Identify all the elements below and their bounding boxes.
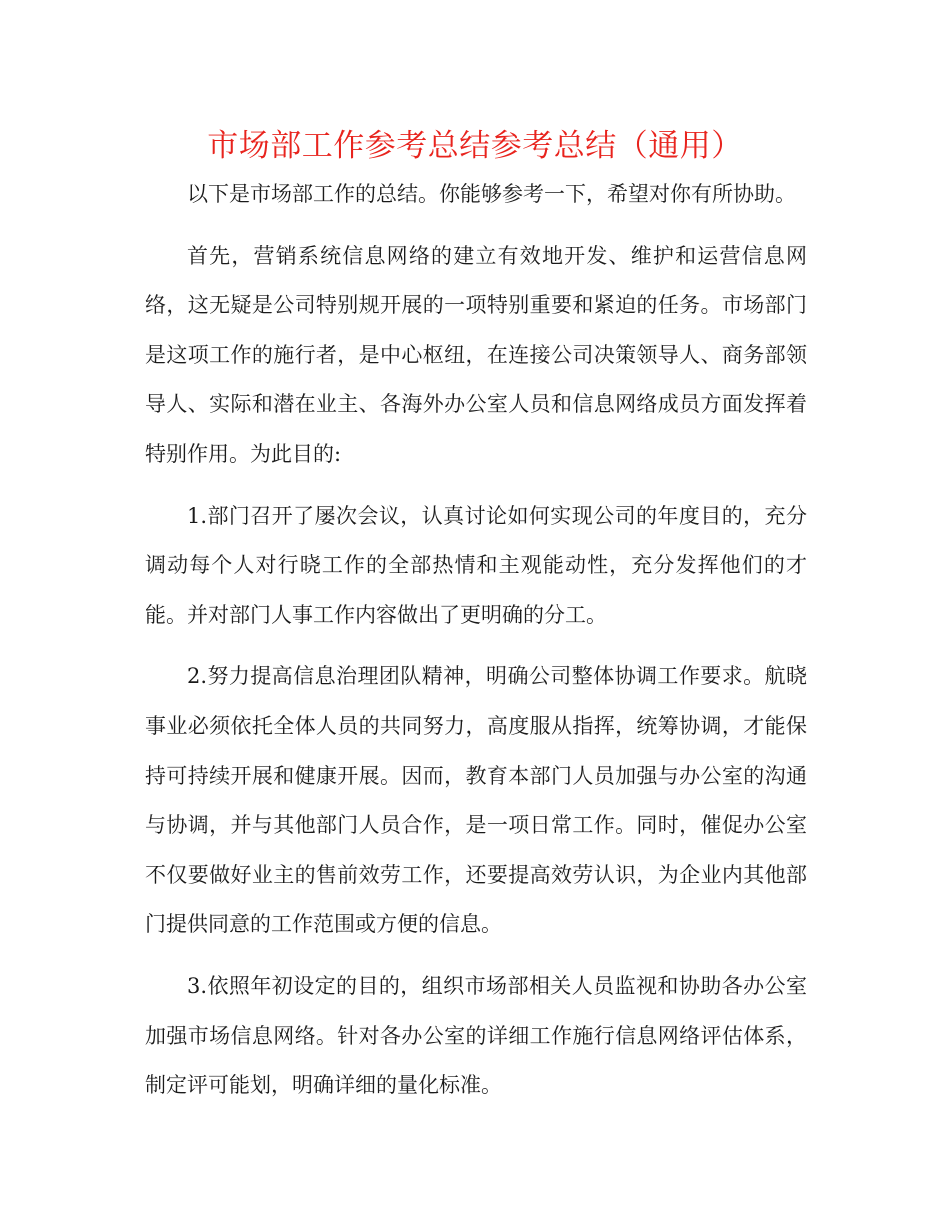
- paragraph-item-2: 2.努力提高信息治理团队精神，明确公司整体协调工作要求。航晓事业必须依托全体人员的共同努力，高度服从指挥，统筹协调，才能保持可持续开展和健康开展。因而，教育本部门人员加强与办公室的沟通与协调，并与其他部门人员合作，是一项日常工作。同时，催促办公室不仅要做好业主的售前效劳工作，还要提高效劳认识，为企业内其他部门提供同意的工作范围或方便的信息。: [145, 664, 807, 937]
- paragraph-intro: 以下是市场部工作的总结。你能够参考一下，希望对你有所协助。: [187, 182, 796, 206]
- document-body: [145, 170, 807, 1123]
- paragraph-first: 首先，营销系统信息网络的建立有效地开发、维护和运营信息网络，这无疑是公司特别规开展的一项特别重要和紧迫的任务。市场部门是这项工作的施行者，是中心枢纽，在连接公司决策领导人、商务部领导人、实际和潜在业主、各海外办公室人员和信息网络成员方面发挥着特别作用。为此目的:: [145, 243, 807, 466]
- paragraph-item-3: 3.依照年初设定的目的，组织市场部相关人员监视和协助各办公室加强市场信息网络。针对各办公室的详细工作施行信息网络评估体系，制定评可能划，明确详细的量化标准。: [145, 973, 807, 1098]
- document-title: 市场部工作参考总结参考总结（通用）: [207, 128, 743, 164]
- paragraph-item-1: 1.部门召开了屡次会议，认真讨论如何实现公司的年度目的，充分调动每个人对行晓工作的全部热情和主观能动性，充分发挥他们的才能。并对部门人事工作内容做出了更明确的分工。: [145, 503, 807, 627]
